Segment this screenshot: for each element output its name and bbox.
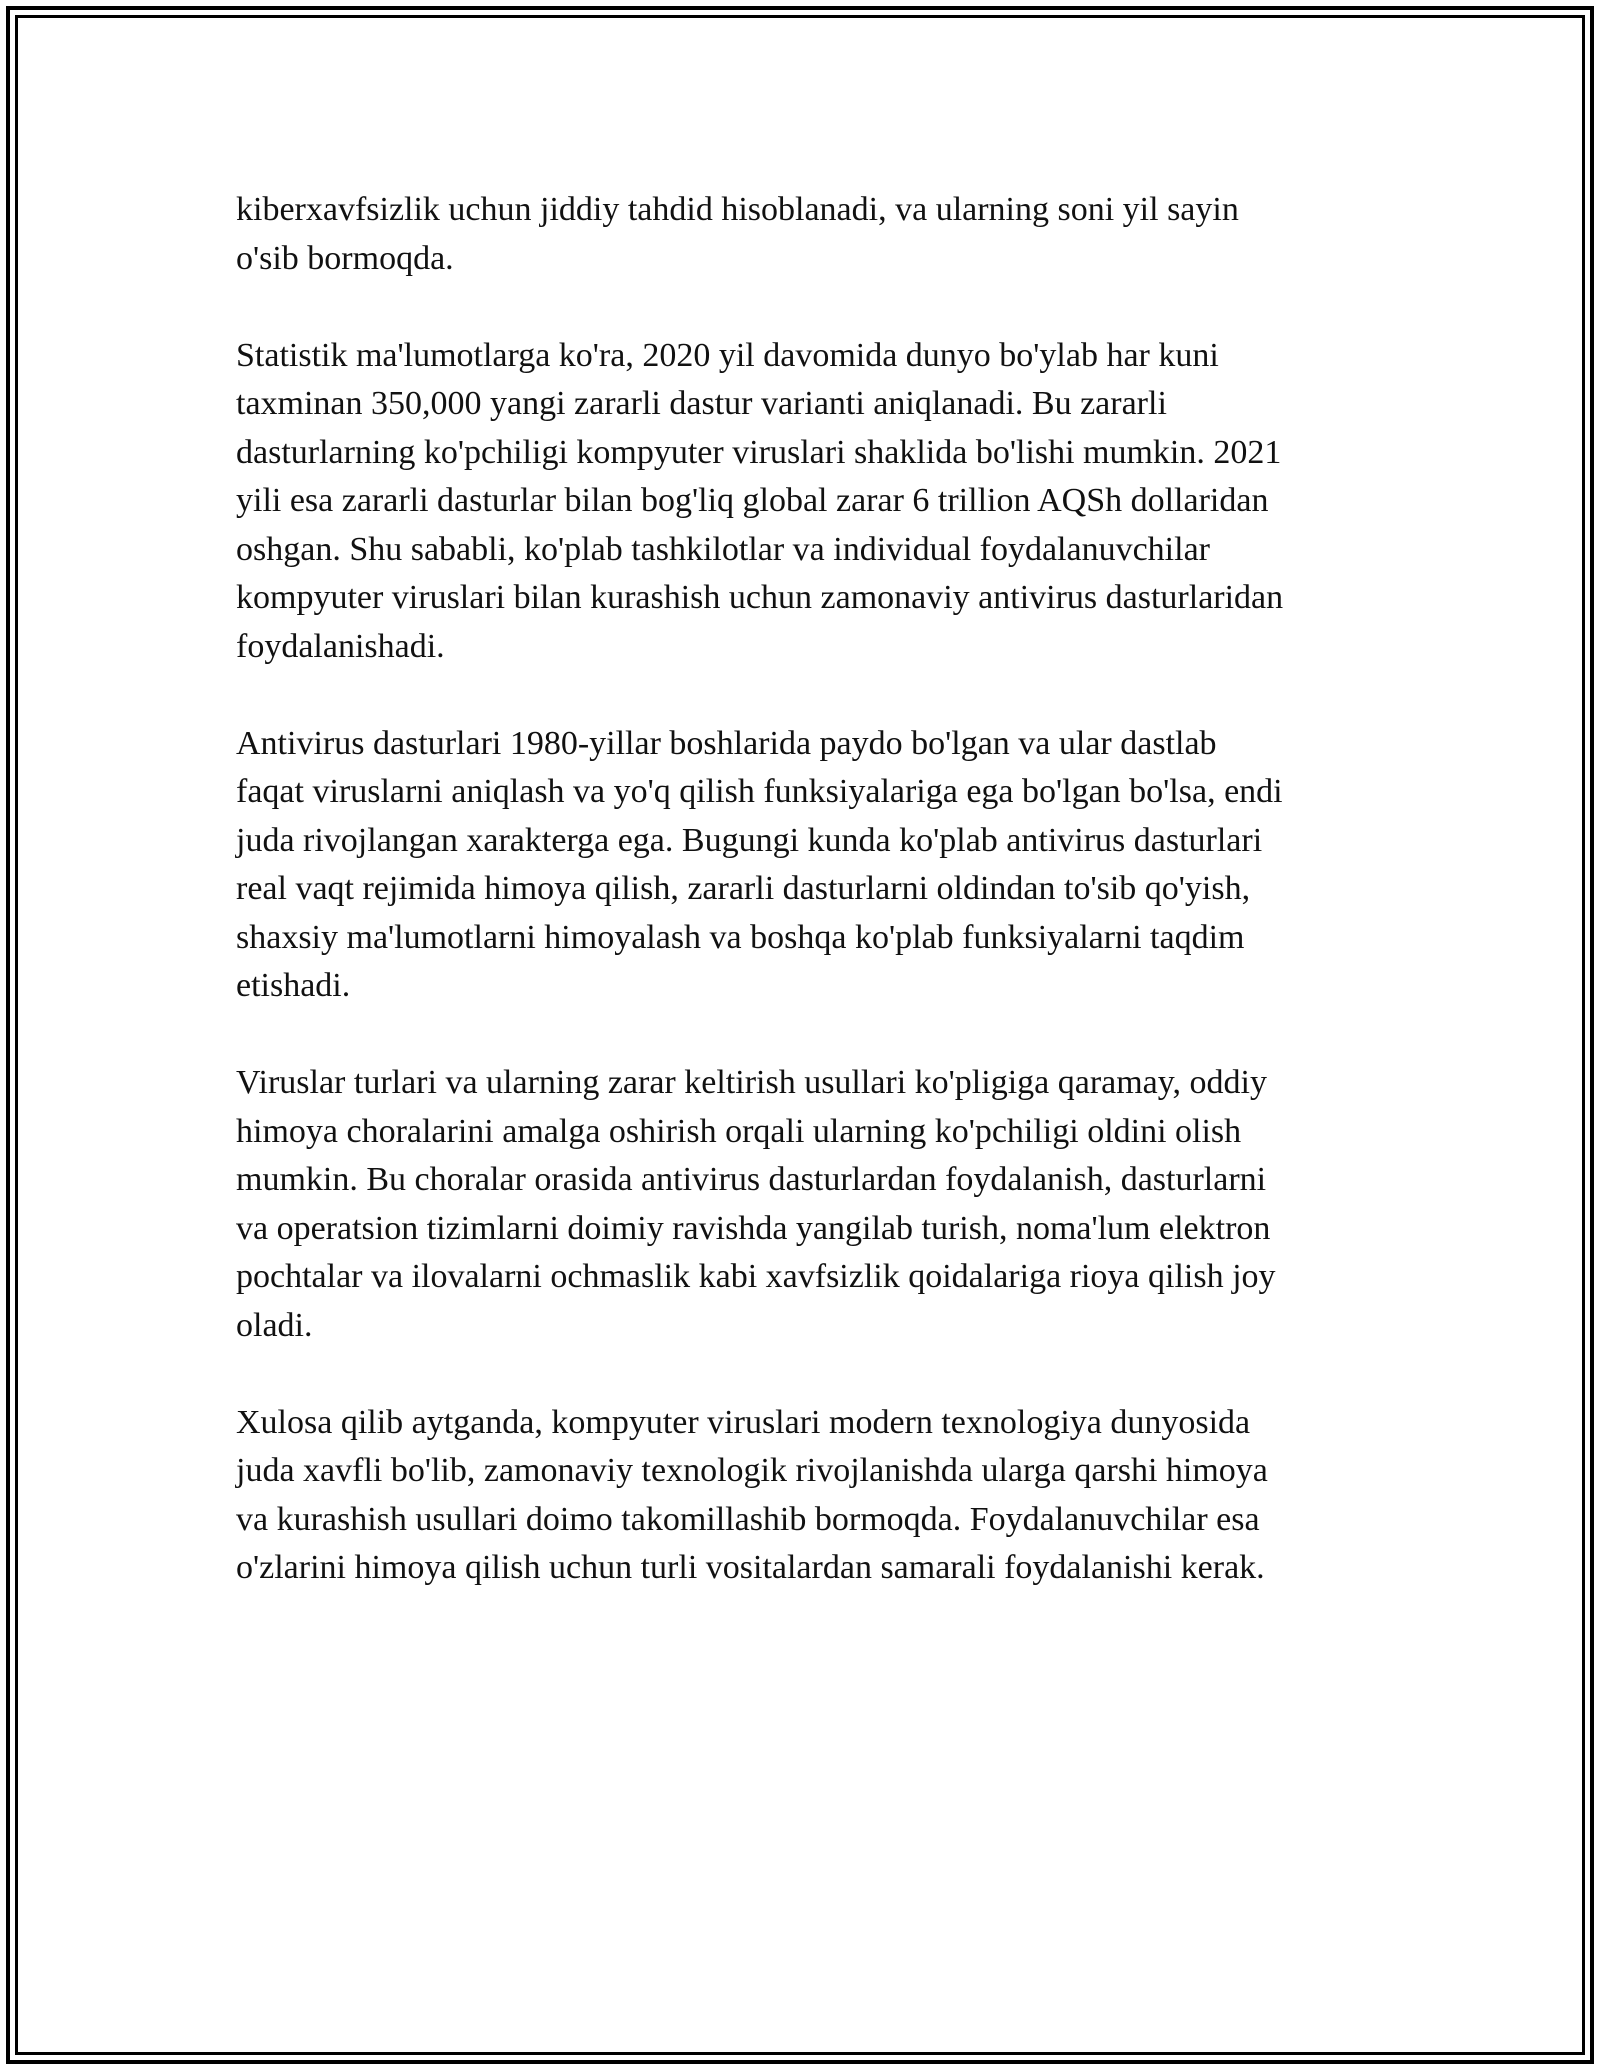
paragraph-2: Statistik ma'lumotlarga ko'ra, 2020 yil davomida dunyo bo'ylab har kuni taxminan 350,000 yangi zararli dastur varianti aniqlanadi. Bu zararli dasturlarning ko'pchiligi kompyuter viruslari shaklida bo'lishi mumkin. 2021 yili esa zararli dasturlar bilan bog'liq global zarar 6 trillion AQSh dollaridan oshgan. Shu sababli, ko'plab tashkilotlar va individual foydalanuvchilar kompyuter viruslari bilan kurashish uchun zamonaviy antivirus dasturlaridan foydalanishadi. [236,336,1284,665]
paragraph-3: Antivirus dasturlari 1980-yillar boshlarida paydo bo'lgan va ular dastlab faqat viruslarni aniqlash va yo'q qilish funksiyalariga ega bo'lgan bo'lsa, endi juda rivojlangan xarakterga ega. Bugungi kunda ko'plab antivirus dasturlari real vaqt rejimida himoya qilish, zararli dasturlarni oldindan to'sib qo'yish, shaxsiy ma'lumotlarni himoyalash va boshqa ko'plab funksiyalarni taqdim etishadi. [236,724,1283,1004]
document-body [236,186,1376,1641]
paragraph-4: Viruslar turlari va ularning zarar keltirish usullari ko'pligiga qaramay, oddiy himoya choralarini amalga oshirish orqali ularning ko'pchiligi oldini olish mumkin. Bu choralar orasida antivirus dasturlardan foydalanish, dasturlarni va operatsion tizimlarni doimiy ravishda yangilab turish, noma'lum elektron pochtalar va ilovalarni ochmaslik kabi xavfsizlik qoidalariga rioya qilish joy oladi. [236,1064,1276,1344]
paragraph-5: Xulosa qilib aytganda, kompyuter viruslari modern texnologiya dunyosida juda xavfli bo'lib, zamonaviy texnologik rivojlanishda ularga qarshi himoya va kurashish usullari doimo takomillashib bormoqda. Foydalanuvchilar esa o'zlarini himoya qilish uchun turli vositalardan samarali foydalanishi kerak. [236,1403,1268,1586]
paragraph-1: kiberxavfsizlik uchun jiddiy tahdid hisoblanadi, va ularning soni yil sayin o'sib bormoqda. [236,191,1239,277]
